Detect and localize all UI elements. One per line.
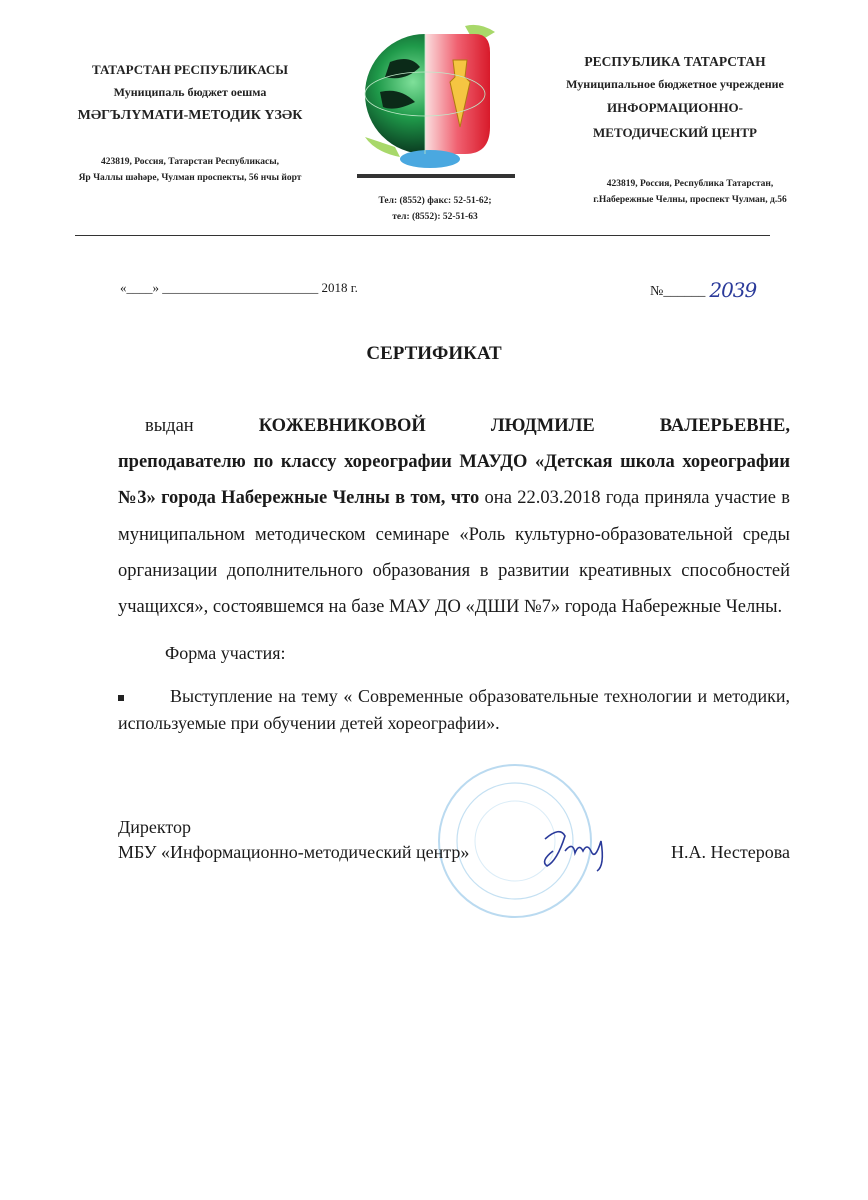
number-label: №______ (650, 284, 706, 299)
header-left-line2: Муниципаль бюджет оешма (113, 85, 267, 99)
signer-position: Директор (118, 817, 192, 838)
header-right-address2: г.Набережные Челны, проспект Чулман, д.56 (593, 195, 787, 205)
handwritten-number: 2039 (709, 278, 757, 302)
recipient-name: ЛЮДМИЛЕ (490, 416, 595, 436)
signature-block (118, 815, 790, 865)
header-left-address1: 423819, Россия, Татарстан Республикасы, (100, 157, 280, 167)
header-left-line3: МӘГЪЛҮМАТИ-МЕТОДИК ҮЗӘК (77, 108, 303, 123)
recipient-line (118, 408, 790, 444)
recipient-patronymic: ВАЛЕРЬЕВНЕ, (659, 416, 790, 436)
header-left-address2: Яр Чаллы шәһәре, Чулман проспекты, 56 нчы йорт (78, 173, 302, 183)
certificate-title: СЕРТИФИКАТ (366, 343, 502, 364)
recipient-position: преподавателю по классу хореографии МАУДО «Детская школа хореографии №3» города Набережные Челны в том, что (118, 452, 790, 509)
certificate-text: она 22.03.2018 года приняла участие в муниципальном методическом семинаре «Роль культурно-образовательной среды организации дополнительного образования в развитии креативных способностей учащихся», состоявшемся на базе МАУ ДО «ДШИ №7» города Набережные Челны. (118, 488, 790, 618)
certificate-content (118, 408, 790, 865)
header-right-line4: МЕТОДИЧЕСКИЙ ЦЕНТР (593, 125, 757, 140)
header-right-line3: ИНФОРМАЦИОННО- (606, 100, 743, 115)
header-right (520, 50, 830, 208)
header-rule (75, 235, 770, 236)
issued-word: выдан (145, 416, 194, 436)
header-left-line1: ТАТАРСТАН РЕСПУБЛИКАСЫ (92, 62, 288, 77)
logo-globe-pen-icon (355, 22, 505, 172)
recipient-surname: КОЖЕВНИКОВОЙ (258, 416, 426, 436)
header-right-line2: Муниципальное бюджетное учреждение (566, 77, 784, 91)
signer-name: Н.А. Нестерова (670, 842, 790, 863)
header-center (345, 193, 525, 225)
header-right-line1: РЕСПУБЛИКА ТАТАРСТАН (584, 54, 766, 69)
document-number (650, 280, 756, 300)
header-phone1: Тел: (8552) факс: 52-51-62; (378, 196, 492, 206)
header-phone2: тел: (8552): 52-51-63 (392, 212, 478, 222)
header-left (40, 58, 340, 186)
certificate-body (118, 408, 790, 625)
bullet-icon (118, 695, 124, 701)
header-right-address1: 423819, Россия, Республика Татарстан, (606, 179, 774, 189)
participation-text: Выступление на тему « Современные образовательные технологии и методики, используемые при обучении детей хореографии». (118, 686, 790, 734)
logo-divider (357, 174, 515, 178)
signer-organization: МБУ «Информационно-методический центр» (118, 842, 470, 863)
date-line: «____» ________________________ 2018 г. (120, 280, 358, 295)
participation-label: Форма участия: (165, 643, 286, 664)
participation-item (118, 683, 790, 737)
